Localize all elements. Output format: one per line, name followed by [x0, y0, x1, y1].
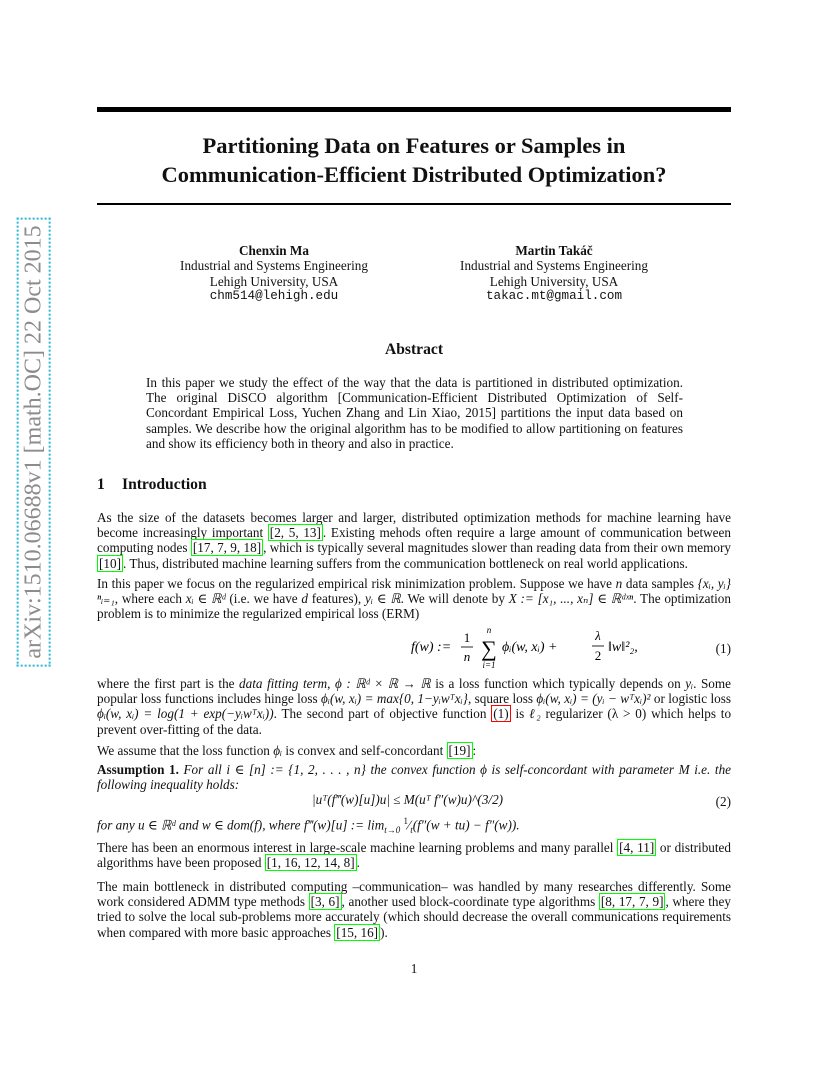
math-inline: t [410, 825, 413, 836]
assumption-label: Assumption 1. [97, 762, 179, 777]
section-title: Introduction [122, 476, 207, 493]
intro-paragraph-5: There has been an enormous interest in large-scale machine learning problems and many parallel [4, 11] or distributed algorithms have been proposed [1, 16, 12, 14, 8] . [97, 840, 731, 871]
math-inline: ℓ₂ [529, 706, 541, 722]
citation-link[interactable]: [8, 17, 7, 9] [600, 894, 664, 910]
section-number: 1 [97, 476, 105, 493]
page-number: 1 [410, 961, 418, 976]
math-inline: yᵢ [685, 676, 694, 691]
math-inline: u ∈ ℝᵈ [138, 817, 176, 833]
author-name: Chenxin Ma [239, 243, 309, 258]
eq1-lhs: f(w) := [411, 640, 452, 655]
math-inline: ϕ : ℝᵈ × ℝ → ℝ [334, 676, 431, 691]
title-line-1: Partitioning Data on Features or Samples in [202, 133, 626, 158]
self-concordance-formula: |uᵀ(f‴(w)[u])u| ≤ M(uᵀ f″(w)u)^(3/2) [312, 792, 504, 807]
abstract-heading: Abstract [384, 341, 444, 358]
intro-paragraph-3: where the first part is the data fitting term, ϕ : ℝᵈ × ℝ → ℝ is a loss function which typically depends on yᵢ. Some popular loss functions includes hinge loss ϕᵢ(w, xᵢ) = max{0, 1−yᵢwᵀxᵢ}, square loss ϕᵢ(w, xᵢ) = (yᵢ − wᵀxᵢ)² or logistic loss ϕᵢ(w, xᵢ) = log(1 + exp(−yᵢwᵀxᵢ)). The second part of objective function (1) is ℓ₂ regularizer (λ > 0) which helps to prevent over-fitting of the data. [97, 676, 732, 737]
citation-link[interactable]: [4, 11] [619, 840, 655, 855]
assumption-1-continued: for any u ∈ ℝᵈ and w ∈ dom(f), where f‴(w)[u] := $\lim_{t\to 0}$ $^1⁄_t(f''(w + tu) - f''(w))$. [97, 816, 520, 836]
math-inline: t→0 [384, 825, 401, 836]
intro-paragraph-2: In this paper we focus on the regularized empirical risk minimization problem. Suppose we have n data samples {xᵢ, yᵢ}ⁿᵢ₌₁, where each xᵢ ∈ ℝᵈ (i.e. we have d features), yᵢ ∈ ℝ. We will denote by X := [x₁, ..., xₙ] ∈ ℝᵈˣⁿ. The optimization problem is to minimize the regularized empirical loss (ERM) [97, 576, 731, 622]
eq1-summand: ϕᵢ(w, xᵢ) + [502, 640, 558, 655]
paper-title [97, 131, 731, 189]
math-inline: ϕᵢ(w, xᵢ) = (yᵢ − wᵀxᵢ)² [536, 691, 651, 707]
author-university: Lehigh University, USA [489, 273, 619, 289]
emphasized-term: data fitting term [239, 676, 328, 691]
math-inline: f‴(w)[u] := lim [303, 817, 385, 833]
equation-1 [97, 624, 731, 670]
erm-formula [411, 624, 671, 670]
eq1-sum-bottom: i=1 [482, 660, 496, 670]
title-line-2: Communication-Efficient Distributed Optimization? [161, 162, 667, 187]
intro-paragraph-4: We assume that the loss function ϕᵢ is convex and self-concordant [19] : [97, 743, 477, 758]
title-top-rule [97, 107, 731, 112]
math-inline: n [615, 576, 623, 591]
math-inline: (f″(w + tu) − f″(w)) [412, 817, 517, 833]
author-university: Lehigh University, USA [209, 273, 339, 289]
intro-paragraph-1: As the size of the datasets becomes larger and larger, distributed optimization methods for machine learning have become increasingly important [2, 5, 13] . Existing mehods often require a large amount of communication between computing nodes [17, 7, 9, 18] , which is typically several magnitudes slower than reading data from their own memory [10] . Thus, distributed machine learning suffers from the communication bottleneck on real world applications. [97, 510, 731, 571]
eq1-frac1-den: n [463, 649, 471, 664]
equation-ref-link[interactable]: (1) [493, 706, 509, 722]
math-inline: yᵢ ∈ ℝ [364, 591, 401, 607]
citation-link[interactable]: [2, 5, 13] [269, 525, 321, 541]
math-inline: xᵢ ∈ ℝᵈ [185, 591, 226, 607]
author-name: Martin Takáč [515, 243, 593, 258]
author-block-2 [424, 243, 684, 304]
math-inline: ϕᵢ(w, xᵢ) = max{0, 1−yᵢwᵀxᵢ} [321, 691, 468, 707]
author-block-1 [144, 243, 404, 304]
math-inline: M [678, 762, 690, 777]
eq1-frac1-num: 1 [463, 630, 471, 645]
math-inline: {xᵢ, yᵢ}ⁿᵢ₌₁ [97, 576, 731, 607]
equation-2 [97, 792, 731, 810]
sum-sign: ∑ [481, 636, 497, 661]
eq1-regularizer: ‖w‖²₂, [608, 640, 638, 655]
abstract-text: In this paper we study the effect of the way that the data is partitioned in distributed optimization. The original DiSCO algorithm [Communication-Efficient Distributed Optimization of Self-Concordant Empirical Loss, Yuchen Zhang and Lin Xiao, 2015] partitions the input data based on samples. We describe how the original algorithm has to be modified to allow partitioning on features and show its efficiency both in theory and also in practice. [146, 375, 683, 451]
author-email[interactable]: takac.mt@gmail.com [485, 288, 623, 303]
citation-link[interactable]: [15, 16] [336, 924, 379, 940]
math-inline: 1 [403, 816, 409, 826]
arxiv-stamp-text: arXiv:1510.06688v1 [math.OC] 22 Oct 2015 [17, 217, 51, 666]
section-heading [97, 476, 207, 494]
citation-link[interactable]: [1, 16, 12, 14, 8] [266, 855, 355, 871]
intro-paragraph-6: The main bottleneck in distributed computing –communication– was handled by many researches differently. Some work considered ADMM type methods [3, 6] , another used block-coordinate type algorithms [8, 17, 7, 9] , where they tried to solve the local sub-problems more accurately (which should decrease the overall communications requirements when compared with more basic approaches [15, 16] ). [97, 879, 731, 940]
eq1-frac2-num: λ [595, 628, 601, 643]
math-inline: i ∈ [n] := {1, 2, . . . , n} [226, 762, 366, 777]
citation-link[interactable]: [19] [448, 743, 471, 758]
assumption-1: Assumption 1. For all i ∈ [n] := {1, 2, . . . , n} the convex function ϕ is self-concordant with parameter M i.e. the following inequality holds: [97, 762, 732, 793]
title-bottom-rule [97, 203, 731, 205]
math-inline: d [301, 591, 309, 607]
equation-number: (1) [715, 641, 731, 656]
math-inline: ϕᵢ [273, 743, 283, 758]
author-affiliation: Industrial and Systems Engineering [460, 258, 648, 274]
math-inline: w ∈ dom(f) [201, 817, 263, 833]
arxiv-identifier-stamp[interactable] [19, 225, 49, 659]
math-inline: ϕ [480, 762, 487, 777]
eq1-frac2-den: 2 [594, 648, 602, 663]
citation-link[interactable]: [3, 6] [310, 894, 340, 910]
eq1-sum-top: n [486, 625, 492, 635]
citation-link[interactable]: [10] [99, 555, 121, 571]
math-inline: ϕᵢ(w, xᵢ) = log(1 + exp(−yᵢwᵀxᵢ)) [97, 706, 274, 722]
math-inline: X := [x₁, ..., xₙ] ∈ ℝᵈˣⁿ [508, 591, 634, 607]
author-affiliation: Industrial and Systems Engineering [180, 258, 368, 274]
citation-link[interactable]: [17, 7, 9, 18] [192, 540, 262, 556]
author-email[interactable]: chm514@lehigh.edu [209, 288, 339, 303]
equation-number: (2) [715, 794, 731, 809]
